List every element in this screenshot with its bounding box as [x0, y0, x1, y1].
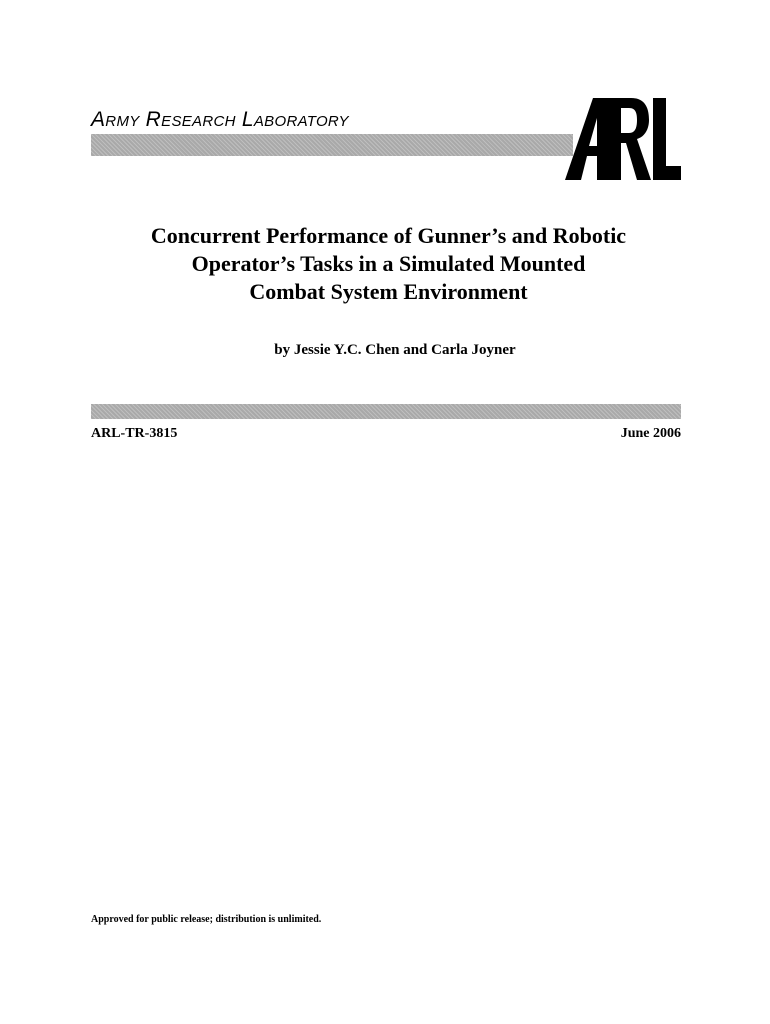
title-line: Combat System Environment — [249, 279, 528, 304]
report-number: ARL-TR-3815 — [91, 426, 178, 441]
header-bar — [91, 134, 573, 156]
report-title — [0, 222, 770, 306]
title-line: Concurrent Performance of Gunner’s and Robotic — [150, 223, 627, 248]
divider-bar — [91, 404, 681, 419]
lab-name: Army Research Laboratory — [91, 108, 349, 131]
arl-logo — [563, 96, 681, 180]
title-line: Operator’s Tasks in a Simulated Mounted — [191, 251, 586, 276]
report-date: June 2006 — [620, 426, 681, 441]
distribution-statement: Approved for public release; distribution is unlimited. — [91, 914, 322, 925]
author-byline: by Jessie Y.C. Chen and Carla Joyner — [274, 342, 516, 358]
